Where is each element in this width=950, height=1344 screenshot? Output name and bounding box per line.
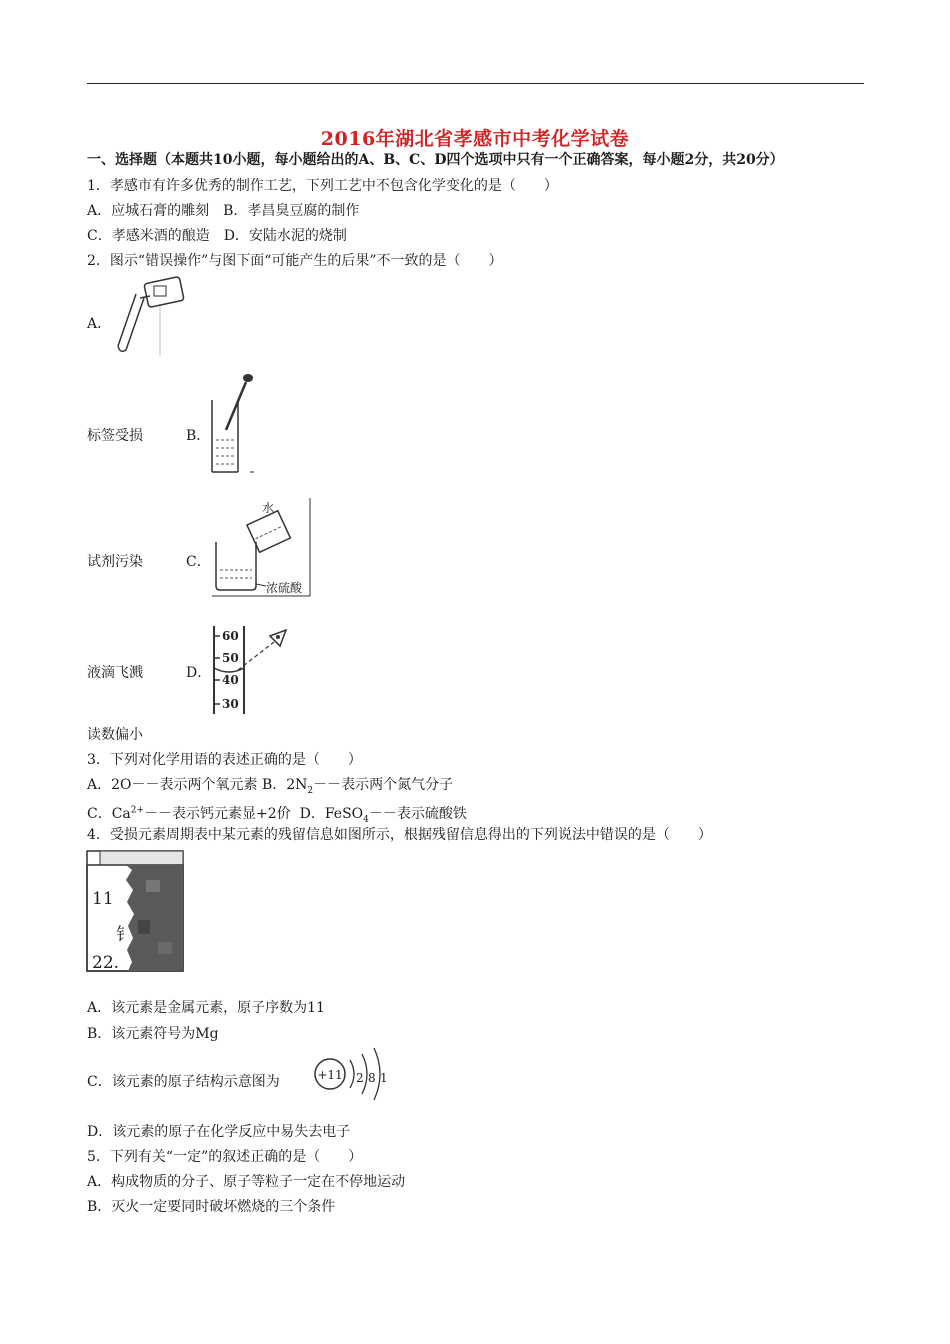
q3-option-b: B．$2N_2--$表示两个氮气分子 [261,777,454,796]
q2-option-a-label: A． [87,316,112,332]
acid-label: 浓硫酸 [266,581,303,595]
q2-option-a-result: 标签受损 [87,428,143,444]
header-rule [87,83,864,84]
q2-option-d-label: D． [186,665,212,681]
q5-option-a: A．构成物质的分子、原子等粒子一定在不停地运动 [87,1174,406,1190]
q4-option-c: C．该元素的原子结构示意图为 [87,1074,280,1090]
q2-option-b-result: 试剂污染 [87,554,143,570]
q5-option-b: B．灭火一定要同时破坏燃烧的三个条件 [87,1199,336,1215]
q2-option-c-result: 液滴飞溅 [87,665,143,681]
q2-option-c-label: C． [186,554,211,570]
graduated-cylinder-figure [208,622,304,716]
nucleus-charge: +11 [317,1068,343,1082]
q3-options-ab [87,775,453,801]
water-label: 水 [262,501,275,515]
q4-option-b: B．该元素符号为Mg [87,1026,219,1042]
scale-tick-label: 50 [222,651,239,665]
damaged-periodic-table-card [86,850,186,974]
q1-options-ab: A．应城石膏的雕刻 B．孝昌臭豆腐的制作 [87,203,360,219]
atomic-structure-diagram [312,1044,388,1104]
dropper-test-tube-figure [208,372,256,476]
scale-tick-label: 60 [222,629,239,643]
shell-electrons: 8 [368,1071,376,1085]
card-atomic-number: 11 [92,889,114,909]
q3-option-d: D．FeSO$_4$－－表示硫酸铁 [299,805,467,825]
dilute-acid-figure [208,496,314,598]
q4-option-a: A．该元素是金属元素，原子序数为11 [87,1000,325,1016]
pouring-liquid-figure [110,276,190,358]
q1-options-cd: C．孝感米酒的酿造 D．安陆水泥的烧制 [87,228,347,244]
q3-option-a: A．2O－－表示两个氧元素 [87,777,258,793]
q3-stem: 3．下列对化学用语的表述正确的是（ ） [87,752,362,768]
q1-stem: 1．孝感市有许多优秀的制作工艺，下列工艺中不包含化学变化的是（ ） [87,178,558,194]
scale-tick-label: 30 [222,697,239,711]
shell-electrons: 1 [380,1071,388,1085]
exam-title: 2016年湖北省孝感市中考化学试卷 [320,128,630,150]
section-heading: 一、选择题（本题共10小题，每小题给出的A、B、C、D四个选项中只有一个正确答案，每小题2分，共20分） [87,152,784,168]
q2-option-b-label: B． [186,428,211,444]
q2-option-d-result: 读数偏小 [87,727,143,743]
card-element-char: 钅 [116,925,133,945]
q4-option-d: D．该元素的原子在化学反应中易失去电子 [87,1124,351,1140]
q2-stem: 2．图示“错误操作”与图下面“可能产生的后果”不一致的是（ ） [87,253,503,269]
shell-electrons: 2 [356,1071,364,1085]
q5-stem: 5．下列有关“一定”的叙述正确的是（ ） [87,1149,363,1165]
q3-option-c: C．$Ca^{2+}--$表示钙元素显+2价 [87,805,291,822]
scale-tick-label: 40 [222,673,239,687]
q4-stem: 4．受损元素周期表中某元素的残留信息如图所示，根据残留信息得出的下列说法中错误的是（ ） [87,827,712,843]
card-atomic-mass: 22. [92,953,120,973]
